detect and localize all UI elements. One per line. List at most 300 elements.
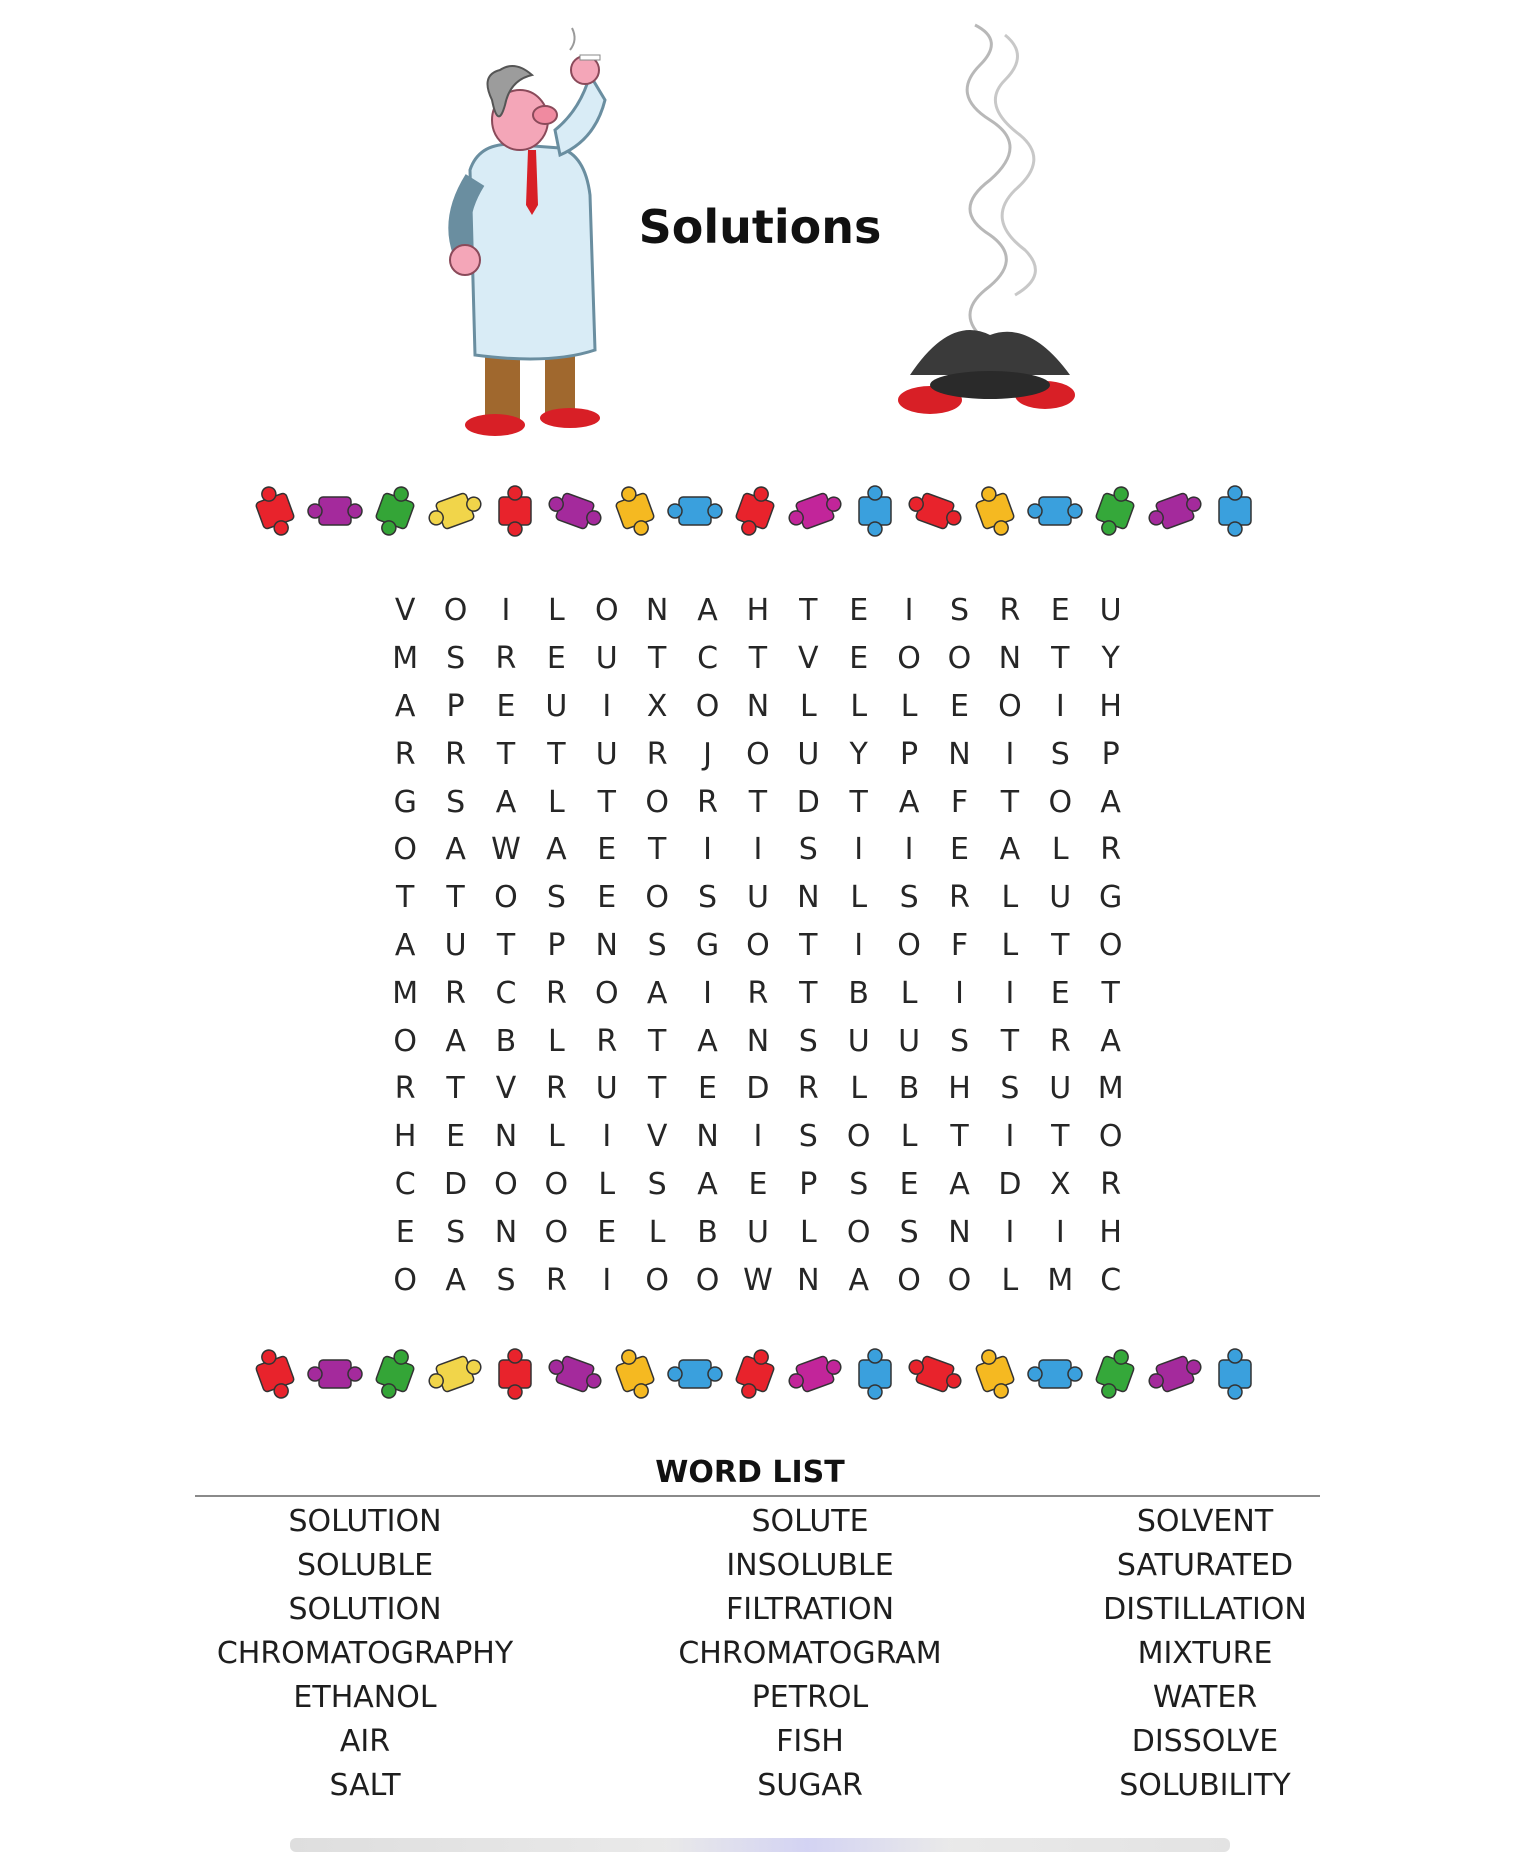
grid-letter: F <box>950 784 969 820</box>
grid-letter: T <box>1000 1023 1020 1059</box>
grid-letter: S <box>899 1214 919 1250</box>
grid-letter: E <box>597 880 617 916</box>
grid-letter: I <box>602 1119 612 1155</box>
grid-letter: S <box>647 927 667 963</box>
grid-letter: O <box>544 1214 569 1250</box>
grid-letter: C <box>1100 1262 1122 1298</box>
grid-letter: S <box>798 1119 818 1155</box>
word-search-grid <box>380 587 1140 1304</box>
grid-letter: I <box>1005 1119 1015 1155</box>
grid-letter: T <box>1051 1119 1070 1155</box>
grid-row <box>380 1065 1140 1113</box>
grid-letter: L <box>1001 1262 1019 1298</box>
grid-letter: S <box>446 641 466 677</box>
grid-letter: N <box>696 1119 719 1155</box>
grid-letter: A <box>898 784 920 820</box>
grid-letter: X <box>1049 1166 1071 1202</box>
grid-row <box>380 969 1140 1017</box>
word-list-heading: WORD LIST <box>655 1455 845 1490</box>
grid-letter: T <box>1000 784 1020 820</box>
grid-letter: U <box>898 1023 921 1059</box>
puzzle-piece-icon <box>1091 482 1138 540</box>
grid-letter: A <box>1100 1023 1121 1059</box>
grid-letter: I <box>1005 1214 1015 1250</box>
grid-letter: N <box>797 880 820 916</box>
grid-letter: I <box>854 927 864 963</box>
grid-letter: E <box>698 1071 718 1107</box>
grid-letter: R <box>394 736 416 772</box>
grid-letter: V <box>646 1119 668 1155</box>
word-list-item: SOLVENT <box>1136 1504 1274 1539</box>
grid-row <box>380 1256 1140 1304</box>
word-list-item: PETROL <box>751 1680 869 1715</box>
grid-letter: E <box>496 688 516 724</box>
grid-letter: U <box>444 927 467 963</box>
grid-letter: N <box>998 641 1022 677</box>
puzzle-piece-icon <box>499 486 531 536</box>
grid-letter: N <box>595 927 618 963</box>
grid-letter: B <box>848 975 869 1011</box>
grid-letter: O <box>544 1166 569 1202</box>
grid-letter: L <box>799 1214 817 1250</box>
grid-letter: A <box>697 1023 718 1059</box>
grid-letter: R <box>445 975 467 1011</box>
grid-letter: J <box>703 736 712 772</box>
grid-letter: P <box>547 927 566 963</box>
grid-letter: L <box>598 1166 616 1202</box>
grid-letter: O <box>897 927 921 963</box>
grid-letter: S <box>949 1023 970 1059</box>
grid-letter: L <box>900 688 918 724</box>
grid-letter: I <box>1055 688 1065 724</box>
grid-letter: R <box>747 975 769 1011</box>
grid-letter: H <box>746 593 770 629</box>
word-list-item: SALT <box>329 1768 401 1803</box>
grid-letter: A <box>848 1262 869 1298</box>
grid-letter: T <box>799 593 818 629</box>
word-list-item: FILTRATION <box>725 1592 895 1627</box>
grid-letter: I <box>904 593 914 629</box>
grid-letter: T <box>647 832 667 868</box>
grid-letter: R <box>697 784 718 820</box>
grid-letter: N <box>797 1262 820 1298</box>
footer-line <box>290 1838 1230 1852</box>
word-list-item: SOLUBLE <box>296 1548 434 1583</box>
grid-letter: L <box>850 880 868 916</box>
grid-row <box>380 874 1140 922</box>
grid-letter: E <box>748 1166 768 1202</box>
word-list-column <box>640 1500 980 1808</box>
grid-row <box>380 635 1140 683</box>
grid-letter: I <box>703 832 712 868</box>
grid-letter: R <box>545 1071 567 1107</box>
grid-letter: E <box>950 688 969 724</box>
grid-letter: U <box>595 641 618 677</box>
grid-letter: E <box>395 1214 415 1250</box>
grid-letter: L <box>1051 832 1069 868</box>
puzzle-piece-icon <box>308 497 362 525</box>
grid-letter: L <box>900 1119 918 1155</box>
grid-letter: O <box>645 784 669 820</box>
grid-letter: I <box>1055 1214 1065 1250</box>
grid-letter: A <box>1100 784 1121 820</box>
puzzle-piece-icon <box>611 482 658 540</box>
grid-letter: T <box>647 1023 667 1059</box>
grid-letter: N <box>494 1214 518 1250</box>
grid-letter: T <box>799 927 818 963</box>
grid-row <box>380 587 1140 635</box>
grid-letter: I <box>1005 975 1015 1011</box>
grid-letter: T <box>950 1119 969 1155</box>
grid-letter: T <box>396 880 415 916</box>
puzzle-piece-icon <box>251 482 298 540</box>
grid-letter: R <box>545 975 567 1011</box>
grid-letter: O <box>1098 1119 1123 1155</box>
grid-letter: O <box>947 641 972 677</box>
grid-letter: U <box>1049 1071 1072 1107</box>
grid-letter: S <box>798 832 818 868</box>
grid-letter: T <box>496 927 516 963</box>
grid-letter: O <box>947 1262 972 1298</box>
grid-letter: N <box>948 736 971 772</box>
puzzle-pieces-border-icon <box>245 1338 1265 1408</box>
puzzle-piece-icon <box>1028 1360 1082 1388</box>
grid-letter: T <box>1051 927 1070 963</box>
word-list-item: MIXTURE <box>1137 1636 1273 1671</box>
puzzle-piece-icon <box>859 486 891 536</box>
puzzle-piece-icon <box>905 1352 965 1397</box>
word-list-item: SUGAR <box>757 1768 863 1803</box>
grid-letter: S <box>899 880 919 916</box>
grid-letter: N <box>494 1119 518 1155</box>
grid-letter: D <box>796 784 820 820</box>
grid-letter: T <box>849 784 868 820</box>
grid-letter: O <box>897 641 921 677</box>
puzzle-piece-icon <box>425 1352 485 1397</box>
grid-letter: O <box>746 927 770 963</box>
grid-letter: Y <box>849 736 868 772</box>
grid-row <box>380 1017 1140 1065</box>
grid-letter: M <box>1097 1071 1124 1107</box>
puzzle-piece-icon <box>668 1360 722 1388</box>
word-list-divider <box>195 1495 1320 1497</box>
grid-letter: O <box>897 1262 921 1298</box>
grid-letter: S <box>446 1214 466 1250</box>
grid-letter: L <box>799 688 817 724</box>
grid-letter: I <box>904 832 914 868</box>
grid-letter: L <box>548 784 565 820</box>
grid-letter: E <box>1050 975 1070 1011</box>
grid-letter: E <box>950 832 969 868</box>
puzzle-piece-icon <box>731 1345 778 1403</box>
grid-letter: S <box>1050 736 1070 772</box>
grid-letter: H <box>1099 1214 1122 1250</box>
grid-letter: A <box>949 1166 970 1202</box>
grid-letter: S <box>446 784 466 820</box>
grid-row <box>380 778 1140 826</box>
puzzle-piece-icon <box>545 1352 605 1397</box>
grid-letter: V <box>798 641 819 677</box>
grid-letter: O <box>594 593 619 629</box>
grid-letter: A <box>546 832 567 868</box>
puzzle-piece-icon <box>971 1345 1018 1403</box>
word-list-item: DISTILLATION <box>1103 1592 1307 1627</box>
grid-letter: I <box>753 1119 763 1155</box>
ashes-illustration <box>880 15 1100 445</box>
puzzle-piece-icon <box>425 489 485 534</box>
grid-letter: F <box>950 927 969 963</box>
grid-letter: L <box>548 1119 565 1155</box>
grid-letter: U <box>797 736 820 772</box>
grid-letter: R <box>1100 832 1122 868</box>
grid-letter: R <box>495 641 517 677</box>
grid-letter: O <box>645 880 669 916</box>
puzzle-piece-icon <box>731 482 778 540</box>
grid-letter: E <box>597 1214 617 1250</box>
grid-letter: U <box>847 1023 870 1059</box>
grid-letter: O <box>494 1166 518 1202</box>
word-list-item: INSOLUBLE <box>726 1548 894 1583</box>
grid-letter: W <box>491 832 521 868</box>
grid-letter: O <box>695 688 720 724</box>
grid-row <box>380 1161 1140 1209</box>
grid-row <box>380 683 1140 731</box>
grid-letter: N <box>948 1214 971 1250</box>
grid-letter: O <box>695 1262 720 1298</box>
grid-letter: S <box>647 1166 667 1202</box>
grid-letter: R <box>1100 1166 1122 1202</box>
grid-letter: U <box>595 736 618 772</box>
word-list-item: ETHANOL <box>293 1680 437 1715</box>
puzzle-border-bottom <box>245 1338 1265 1408</box>
word-list-column <box>195 1500 535 1808</box>
grid-letter: O <box>494 880 518 916</box>
grid-letter: S <box>798 1023 818 1059</box>
grid-letter: R <box>394 1071 416 1107</box>
grid-letter: E <box>446 1119 466 1155</box>
grid-letter: S <box>546 880 566 916</box>
grid-letter: S <box>849 1166 869 1202</box>
puzzle-piece-icon <box>1091 1345 1138 1403</box>
grid-letter: C <box>394 1166 416 1202</box>
grid-letter: P <box>1101 736 1120 772</box>
word-list-item: SOLUBILITY <box>1119 1768 1291 1803</box>
grid-letter: D <box>746 1071 770 1107</box>
grid-letter: U <box>746 1214 769 1250</box>
grid-letter: O <box>846 1214 871 1250</box>
grid-row <box>380 1113 1140 1161</box>
grid-letter: E <box>849 641 869 677</box>
grid-letter: E <box>899 1166 919 1202</box>
word-list-item: CHROMATOGRAM <box>678 1636 942 1671</box>
grid-letter: G <box>695 927 720 963</box>
grid-letter: G <box>1099 880 1123 916</box>
grid-letter: O <box>594 975 619 1011</box>
grid-letter: E <box>849 593 869 629</box>
word-list-item: SOLUTION <box>288 1504 442 1539</box>
grid-letter: R <box>949 880 970 916</box>
grid-letter: O <box>846 1119 871 1155</box>
grid-row <box>380 730 1140 778</box>
puzzle-piece-icon <box>371 1345 418 1403</box>
grid-letter: I <box>955 975 964 1011</box>
grid-letter: H <box>1099 688 1122 724</box>
grid-letter: S <box>698 880 718 916</box>
word-list-item: FISH <box>776 1724 844 1759</box>
word-list-item: CHROMATOGRAPHY <box>216 1636 514 1671</box>
puzzle-border-top <box>245 475 1265 545</box>
word-list-column <box>1050 1500 1360 1808</box>
grid-letter: O <box>393 832 417 868</box>
puzzle-piece-icon <box>785 489 845 534</box>
grid-letter: O <box>1048 784 1073 820</box>
grid-letter: L <box>648 1214 666 1250</box>
puzzle-piece-icon <box>1219 1349 1251 1399</box>
page-title: Solutions <box>638 200 882 254</box>
puzzle-piece-icon <box>1028 497 1082 525</box>
puzzle-piece-icon <box>499 1349 531 1399</box>
grid-letter: R <box>646 736 668 772</box>
grid-letter: B <box>495 1023 517 1059</box>
grid-letter: S <box>496 1262 516 1298</box>
grid-letter: I <box>501 593 511 629</box>
grid-letter: L <box>900 975 918 1011</box>
puzzle-piece-icon <box>1145 489 1205 534</box>
grid-letter: E <box>546 641 566 677</box>
grid-letter: E <box>597 832 617 868</box>
grid-letter: R <box>445 736 467 772</box>
grid-letter: A <box>697 1166 718 1202</box>
puzzle-piece-icon <box>371 482 418 540</box>
grid-letter: W <box>743 1262 773 1298</box>
grid-letter: A <box>445 1262 466 1298</box>
grid-letter: U <box>545 688 568 724</box>
word-list-item: AIR <box>339 1724 391 1759</box>
puzzle-piece-icon <box>668 497 722 525</box>
grid-letter: D <box>998 1166 1022 1202</box>
grid-letter: R <box>1049 1023 1071 1059</box>
grid-letter: L <box>548 1023 565 1059</box>
grid-letter: L <box>850 1071 868 1107</box>
grid-letter: L <box>548 593 565 629</box>
grid-letter: T <box>647 641 667 677</box>
grid-letter: O <box>1098 927 1123 963</box>
puzzle-piece-icon <box>545 489 605 534</box>
puzzle-piece-icon <box>1219 486 1251 536</box>
grid-letter: N <box>746 1023 770 1059</box>
grid-letter: U <box>1049 880 1072 916</box>
grid-row <box>380 826 1140 874</box>
grid-letter: L <box>850 688 868 724</box>
grid-letter: G <box>393 784 417 820</box>
grid-letter: R <box>999 593 1021 629</box>
grid-letter: I <box>1005 736 1015 772</box>
grid-letter: I <box>753 832 763 868</box>
grid-letter: T <box>597 784 616 820</box>
grid-letter: C <box>495 975 517 1011</box>
puzzle-piece-icon <box>785 1352 845 1397</box>
grid-letter: A <box>394 688 416 724</box>
grid-letter: P <box>446 688 465 724</box>
grid-letter: T <box>799 975 818 1011</box>
grid-letter: T <box>1101 975 1120 1011</box>
grid-letter: U <box>595 1071 618 1107</box>
grid-letter: T <box>547 736 566 772</box>
grid-letter: R <box>545 1262 567 1298</box>
grid-letter: N <box>645 593 669 629</box>
word-list-item: WATER <box>1152 1680 1258 1715</box>
grid-letter: T <box>748 784 768 820</box>
grid-letter: P <box>900 736 919 772</box>
grid-letter: Y <box>1101 641 1120 677</box>
grid-letter: A <box>697 593 718 629</box>
word-list-item: SOLUTION <box>288 1592 442 1627</box>
grid-letter: B <box>898 1071 920 1107</box>
grid-letter: I <box>703 975 712 1011</box>
grid-letter: M <box>392 975 419 1011</box>
grid-letter: P <box>799 1166 818 1202</box>
grid-letter: T <box>748 641 768 677</box>
word-list-item: SOLUTE <box>751 1504 869 1539</box>
puzzle-piece-icon <box>971 482 1018 540</box>
grid-letter: I <box>602 688 612 724</box>
grid-letter: S <box>949 593 970 629</box>
grid-letter: O <box>746 736 770 772</box>
grid-letter: O <box>645 1262 669 1298</box>
puzzle-piece-icon <box>859 1349 891 1399</box>
grid-letter: X <box>646 688 668 724</box>
grid-letter: T <box>446 880 465 916</box>
grid-letter: O <box>998 688 1022 724</box>
grid-letter: A <box>646 975 668 1011</box>
grid-letter: O <box>393 1023 417 1059</box>
grid-letter: O <box>443 593 468 629</box>
grid-letter: T <box>1051 641 1070 677</box>
grid-letter: A <box>495 784 517 820</box>
puzzle-piece-icon <box>251 1345 298 1403</box>
puzzle-piece-icon <box>1145 1352 1205 1397</box>
grid-letter: R <box>797 1071 819 1107</box>
grid-letter: L <box>1001 880 1019 916</box>
grid-letter: A <box>999 832 1021 868</box>
grid-letter: D <box>444 1166 468 1202</box>
grid-letter: I <box>602 1262 612 1298</box>
grid-letter: T <box>496 736 516 772</box>
grid-letter: A <box>445 1023 466 1059</box>
puzzle-pieces-border-icon <box>245 475 1265 545</box>
grid-letter: L <box>1001 927 1019 963</box>
grid-row <box>380 922 1140 970</box>
grid-letter: V <box>495 1071 517 1107</box>
grid-letter: O <box>393 1262 417 1298</box>
grid-letter: T <box>446 1071 465 1107</box>
grid-letter: C <box>697 641 719 677</box>
grid-letter: R <box>596 1023 618 1059</box>
grid-letter: I <box>854 832 864 868</box>
grid-letter: H <box>948 1071 971 1107</box>
puzzle-piece-icon <box>611 1345 658 1403</box>
word-list-item: SATURATED <box>1116 1548 1294 1583</box>
grid-row <box>380 1208 1140 1256</box>
puzzle-piece-icon <box>905 489 965 534</box>
word-list-item: DISSOLVE <box>1131 1724 1279 1759</box>
grid-letter: M <box>1047 1262 1074 1298</box>
grid-letter: A <box>445 832 466 868</box>
grid-letter: H <box>393 1119 417 1155</box>
grid-letter: M <box>392 641 419 677</box>
grid-letter: U <box>1099 593 1122 629</box>
grid-letter: T <box>647 1071 667 1107</box>
